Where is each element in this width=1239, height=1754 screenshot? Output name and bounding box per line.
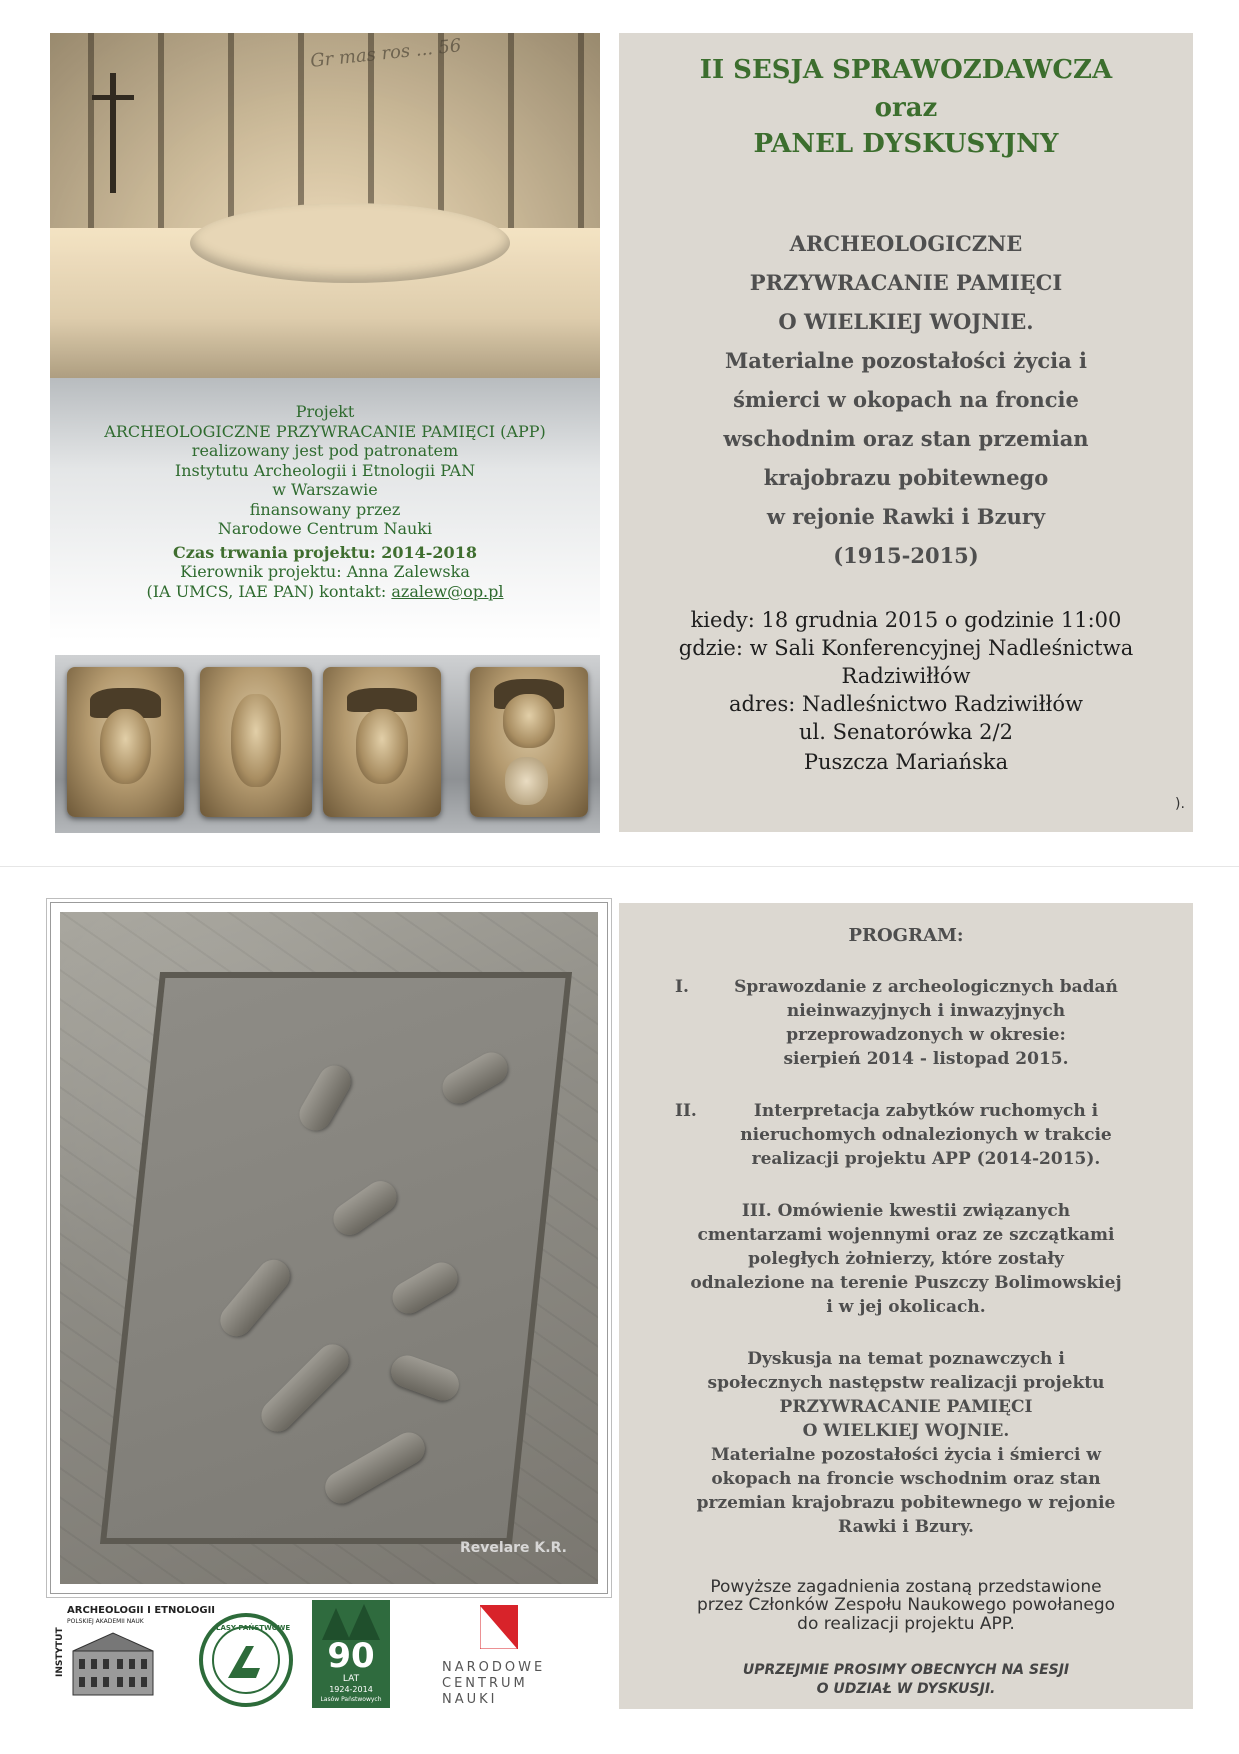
discussion-line-6: okopach na froncie wschodnim oraz stan (711, 1469, 1101, 1489)
title-line-3: O WIELKIEJ WOJNIE. (778, 309, 1034, 334)
event-locality: Puszcza Mariańska (803, 750, 1009, 774)
item-3-line-4: odnalezione na terenie Puszczy Bolimowskiej (690, 1273, 1122, 1293)
title-line-1: ARCHEOLOGICZNE (789, 231, 1023, 256)
presenters-line-1: Powyższe zagadnienia zostaną przedstawione (710, 1577, 1102, 1597)
portrait-3 (323, 667, 441, 817)
project-name: ARCHEOLOGICZNE PRZYWRACANIE PAMIĘCI (APP) (104, 421, 546, 441)
lasy-panstwowe-logo: LASY PAŃSTWOWE (198, 1612, 294, 1708)
portrait-1 (67, 667, 184, 817)
photo-credit: Revelare K.R. (460, 1540, 567, 1556)
ncn-logo: NARODOWE CENTRUM NAUKI (440, 1605, 570, 1705)
item-1-line-3: przeprowadzonych w okresie: (786, 1025, 1066, 1045)
item-3-line-5: i w jej okolicach. (826, 1297, 986, 1317)
event-venue-cont: Radziwiłłów (841, 664, 971, 688)
title-line-2: PRZYWRACANIE PAMIĘCI (749, 270, 1063, 295)
item-1-line-1: Sprawozdanie z archeologicznych badań (734, 977, 1118, 997)
invitation-line-2: O UDZIAŁ W DYSKUSJI. (816, 1681, 996, 1697)
item-2-line-2: nieruchomych odnalezionych w trakcie (740, 1125, 1112, 1145)
program-title: PROGRAM: (848, 925, 964, 946)
item-1-line-2: nieinwazyjnych i inwazyjnych (786, 1001, 1066, 1021)
project-info-box (50, 378, 600, 640)
photo-grave-mound (190, 203, 510, 283)
palace-icon (71, 1629, 155, 1699)
discussion-line-3: PRZYWRACANIE PAMIĘCI (779, 1397, 1033, 1417)
item-3-line-2: cmentarzami wojennymi oraz ze szczątkami (697, 1225, 1115, 1245)
panel-heading: PANEL DYSKUSYJNY (753, 129, 1059, 159)
session-info-panel (619, 33, 1193, 832)
presenters-line-2: przez Członków Zespołu Naukowego powołanego (696, 1595, 1116, 1615)
project-label: Projekt (295, 402, 355, 421)
title-line-5: śmierci w okopach na froncie (733, 387, 1079, 412)
soldier-portraits-strip (55, 655, 600, 833)
item-2-line-3: realizacji projektu APP (2014-2015). (751, 1149, 1101, 1169)
program-panel (619, 903, 1193, 1709)
patron-institute: Instytutu Archeologii i Etnologii PAN (174, 460, 476, 480)
item-2-line-1: Interpretacja zabytków ruchomych i (753, 1101, 1099, 1121)
item-3-line-3: poległych żołnierzy, które zostały (748, 1249, 1064, 1269)
photo-handwritten-inscription: Gr mas ros ... 56 (309, 35, 463, 72)
discussion-line-4: O WIELKIEJ WOJNIE. (802, 1421, 1010, 1441)
page-separator (0, 866, 1239, 867)
institute-logo: INSTYTUT ARCHEOLOGII I ETNOLOGII POLSKIEJ AKADEMII NAUK (55, 1605, 165, 1705)
project-contact: (IA UMCS, IAE PAN) kontakt: azalew@op.pl (146, 581, 504, 601)
trees-icon (312, 1600, 390, 1640)
session-heading: II SESJA SPRAWOZDAWCZA (699, 55, 1113, 85)
discussion-line-5: Materialne pozostałości życia i śmierci w (710, 1445, 1102, 1465)
excavation-photo-frame (50, 902, 608, 1594)
presenters-line-3: do realizacji projektu APP. (797, 1614, 1015, 1634)
item-3-line-1: III. Omówienie kwestii związanych (741, 1201, 1071, 1221)
session-heading-oraz: oraz (874, 93, 938, 123)
corner-mark: ). (1175, 796, 1185, 812)
item-1-line-4: sierpień 2014 - listopad 2015. (783, 1049, 1069, 1069)
invitation-line-1: UPRZEJMIE PROSIMY OBECNYCH NA SESJI (742, 1662, 1070, 1678)
discussion-line-2: społecznych następstw realizacji projektu (707, 1373, 1105, 1393)
forest-cemetery-photo (50, 33, 600, 378)
title-line-6: wschodnim oraz stan przemian (723, 426, 1089, 451)
project-duration: Czas trwania projektu: 2014-2018 (173, 542, 477, 562)
portrait-4-with-dog (470, 667, 588, 817)
funder-name: Narodowe Centrum Nauki (217, 519, 433, 538)
discussion-line-7: przemian krajobrazu pobitewnego w rejonie (696, 1493, 1116, 1513)
event-street: ul. Senatorówka 2/2 (799, 720, 1013, 744)
contact-email-link[interactable]: azalew@op.pl (391, 581, 504, 601)
event-address: adres: Nadleśnictwo Radziwiłłów (729, 692, 1083, 716)
title-line-4: Materialne pozostałości życia i (724, 348, 1087, 373)
event-date: kiedy: 18 grudnia 2015 o godzinie 11:00 (690, 608, 1122, 632)
title-line-7: krajobrazu pobitewnego (763, 465, 1049, 490)
title-line-8: w rejonie Rawki i Bzury (766, 504, 1046, 529)
funding-line: finansowany przez (249, 499, 401, 519)
title-years: (1915-2015) (833, 543, 979, 568)
project-manager: Kierownik projektu: Anna Zalewska (180, 562, 470, 581)
patronage-line: realizowany jest pod patronatem (191, 441, 459, 460)
ncn-mark-icon (480, 1605, 518, 1649)
excavation-photo (60, 912, 598, 1584)
discussion-line-1: Dyskusja na temat poznawczych i (747, 1349, 1065, 1369)
item-1-number: I. (675, 977, 689, 997)
event-venue: gdzie: w Sali Konferencyjnej Nadleśnictwa (678, 636, 1134, 660)
photo-cross (110, 73, 116, 193)
90-years-lasy-logo: 90 LAT 1924-2014 Lasów Państwowych (312, 1600, 390, 1708)
portrait-2 (200, 667, 312, 817)
patron-city: w Warszawie (272, 480, 378, 499)
discussion-line-8: Rawki i Bzury. (838, 1517, 974, 1537)
item-2-number: II. (675, 1101, 697, 1121)
